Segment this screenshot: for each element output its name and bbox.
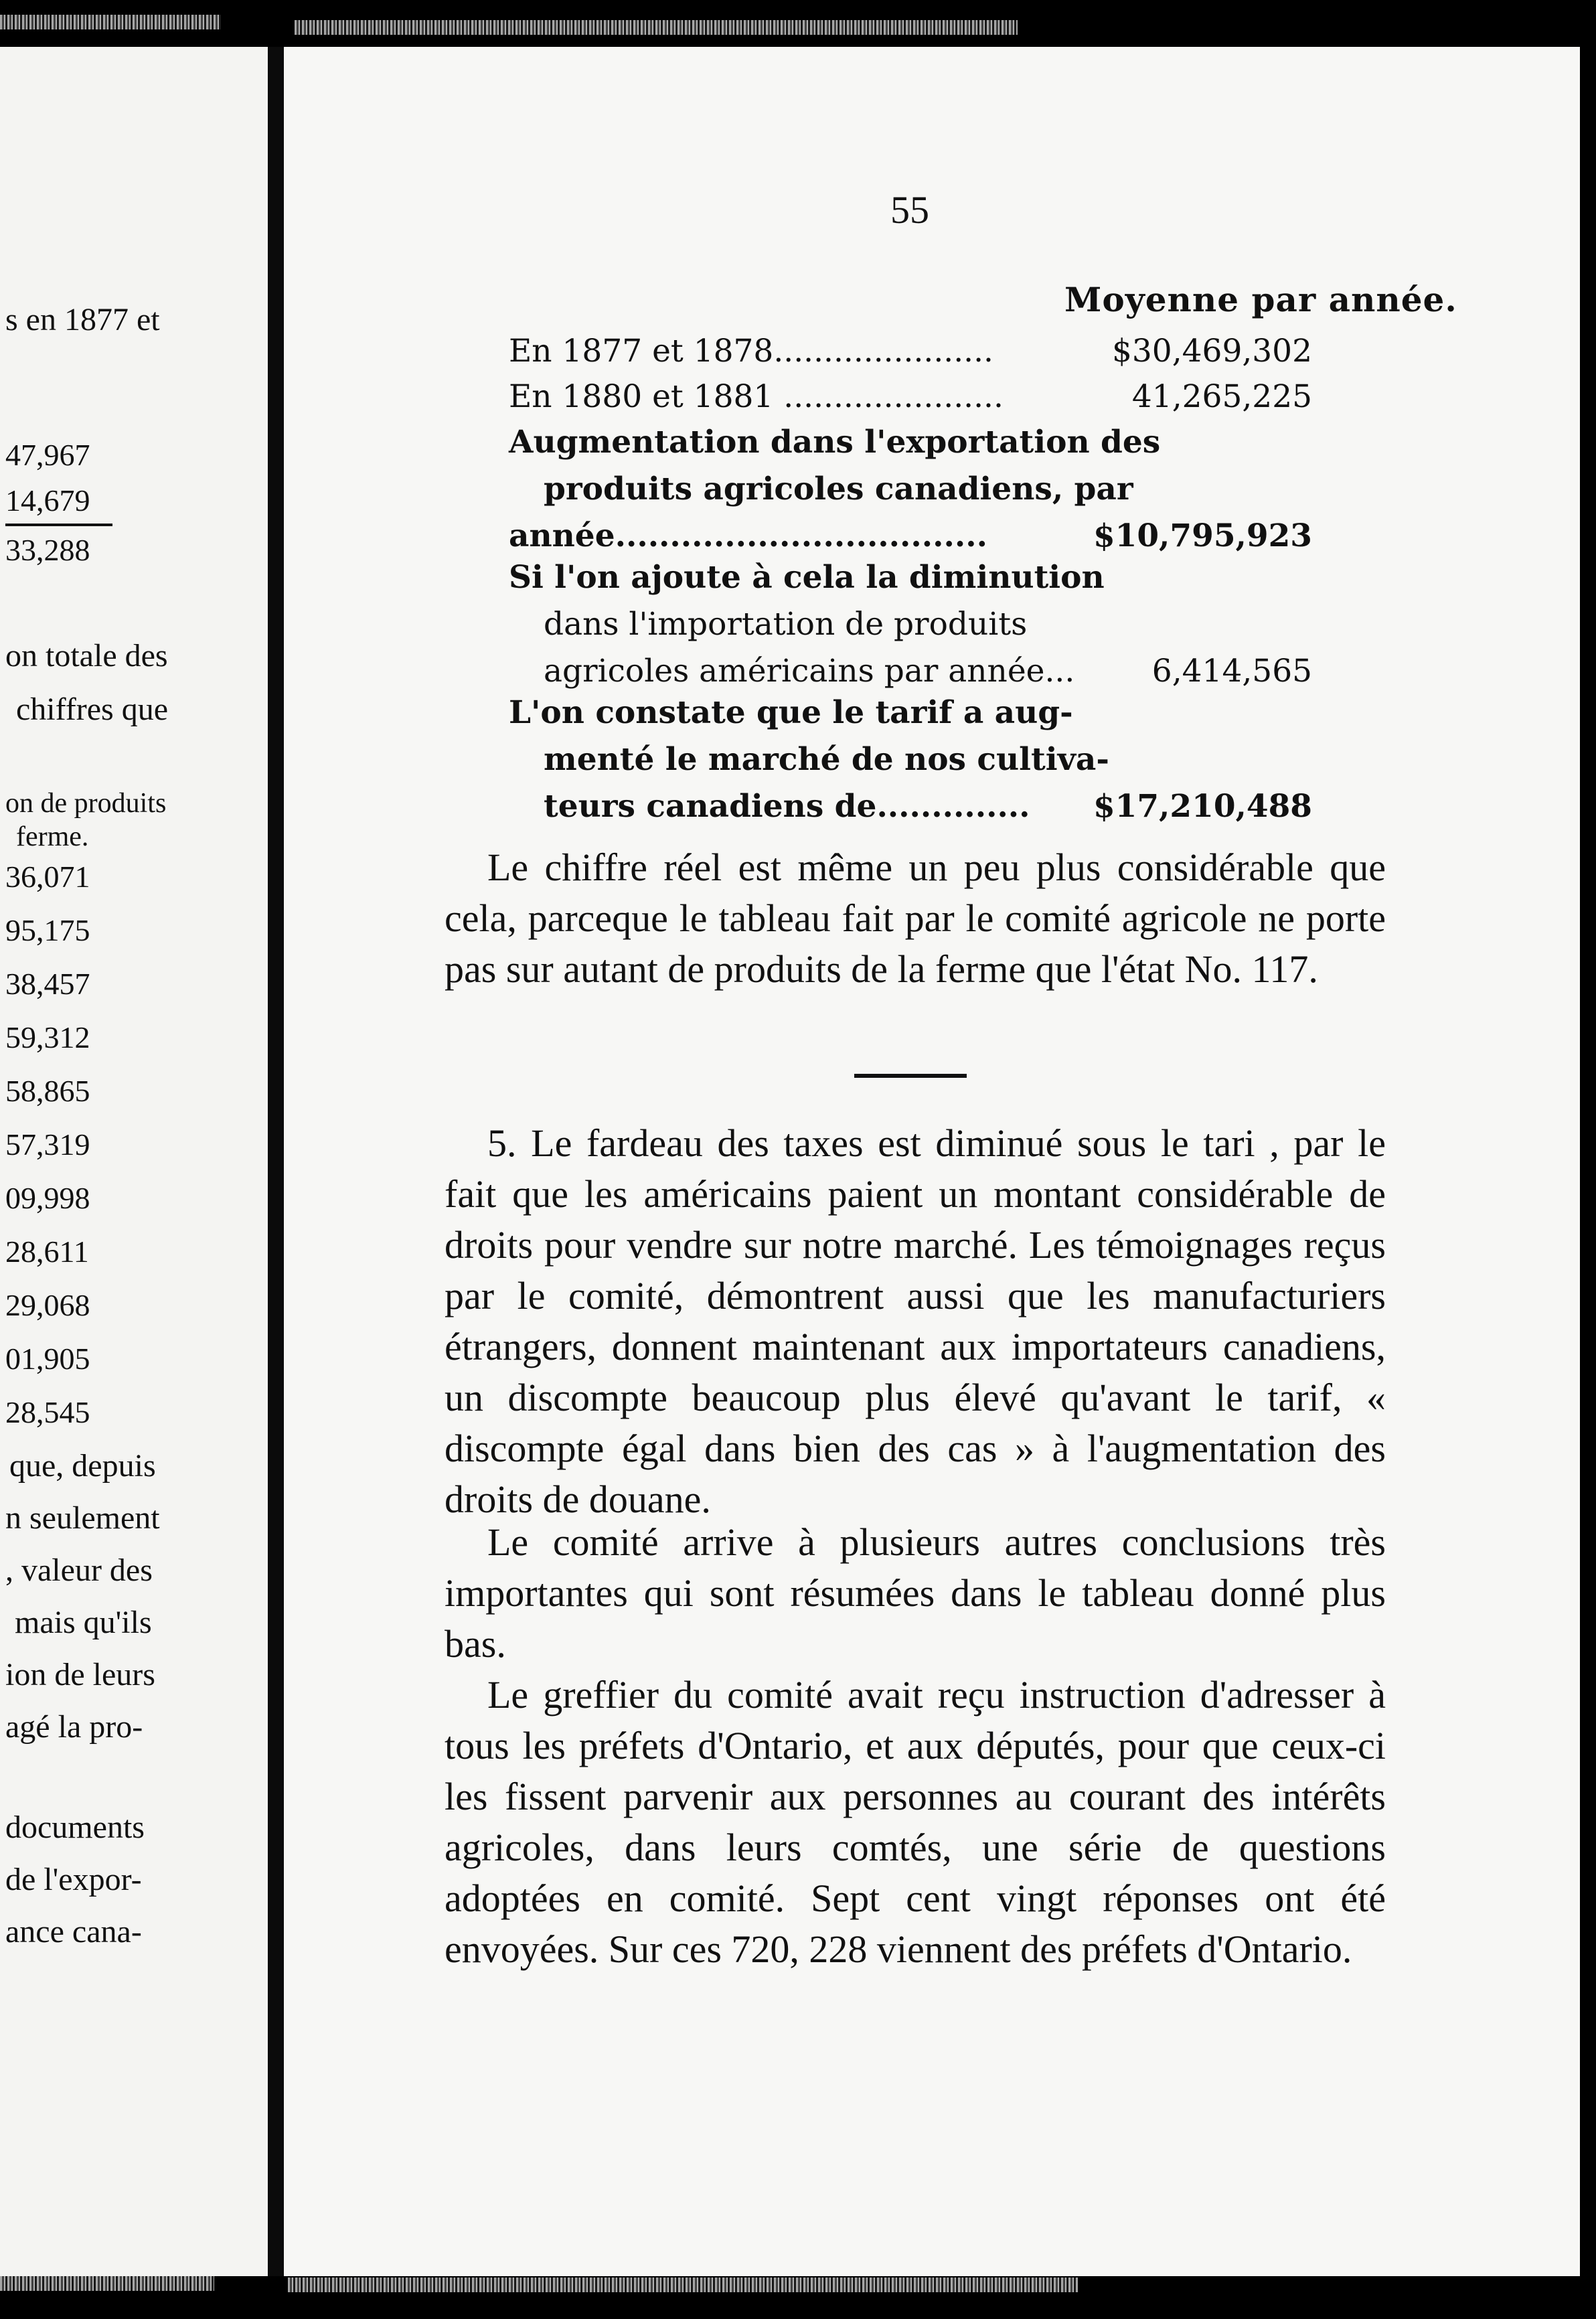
left-number: 14,679 <box>5 483 90 517</box>
scan-right-border <box>1580 0 1596 2319</box>
left-number: 47,967 <box>5 438 90 472</box>
previous-page-fragment <box>0 47 268 2276</box>
section-divider <box>854 1074 967 1078</box>
left-text-line: ance cana- <box>5 1914 142 1949</box>
left-number: 58,865 <box>5 1074 90 1108</box>
table-row <box>509 554 1312 695</box>
row-label-line: produits agricoles canadiens, par <box>544 471 1133 507</box>
left-number: 28,545 <box>5 1395 90 1429</box>
table-row <box>509 419 1312 560</box>
row-value: $10,795,923 <box>1093 517 1312 554</box>
left-number: 01,905 <box>5 1342 90 1376</box>
row-label: En 1877 et 1878...................... <box>509 333 994 370</box>
left-text-line: n seulement <box>5 1500 160 1536</box>
left-number: 38,457 <box>5 967 90 1001</box>
row-label: En 1880 et 1881 ...................... <box>509 378 1004 415</box>
row-label-line: L'on constate que le tarif a aug- <box>509 694 1073 731</box>
left-text-line: mais qu'ils <box>15 1605 152 1640</box>
left-text-line: chiffres que <box>16 692 169 727</box>
row-label-line: agricoles américains par année... <box>544 653 1075 690</box>
left-number: 95,175 <box>5 913 90 947</box>
paragraph: 5. Le fardeau des taxes est diminué sous le tari , par le fait que les américains paient un montant considérable de droits pour vendre sur notre marché. Les témoignages reçus par le comité, démontrent aussi que les manufacturiers étrangers, donnent maintenant aux importateurs canadiens, un discompte beaucoup plus élevé qu'avant le tarif, « discompte égal dans bien des cas » à l'augmentation des droits de douane. <box>445 1121 1386 1521</box>
row-value: 6,414,565 <box>1151 653 1312 690</box>
book-gutter <box>268 47 284 2276</box>
scan-top-border <box>0 0 1596 47</box>
left-number: 59,312 <box>5 1020 90 1054</box>
row-value: $17,210,488 <box>1093 788 1312 825</box>
row-label-line: année.................................. <box>509 517 987 554</box>
table-column-header: Moyenne par année. <box>1064 280 1457 319</box>
left-number: 57,319 <box>5 1127 90 1162</box>
row-value: $30,469,302 <box>1111 333 1312 370</box>
scan-bottom-border <box>0 2276 1596 2319</box>
left-text-line: documents <box>5 1810 145 1845</box>
paragraph: Le chiffre réel est même un peu plus considérable que cela, parceque le tableau fait par le comité agricole ne porte pas sur autant de produits de la ferme que l'état No. 117. <box>445 846 1386 991</box>
left-text-line: de l'expor- <box>5 1862 142 1897</box>
left-number: 28,611 <box>5 1234 89 1269</box>
table-row <box>509 328 1312 375</box>
left-text-line: agé la pro- <box>5 1709 143 1745</box>
left-text-line: on de produits <box>5 788 167 819</box>
left-text-line: s en 1877 et <box>5 302 160 337</box>
paragraph: Le comité arrive à plusieurs autres conclusions très importantes qui sont résumées dans le tableau donné plus bas. <box>445 1520 1386 1666</box>
left-text-line: , valeur des <box>5 1552 153 1588</box>
row-label-line: Augmentation dans l'exportation des <box>509 424 1161 461</box>
left-text-line: que, depuis <box>9 1448 156 1484</box>
row-label-line: dans l'importation de produits <box>544 606 1028 643</box>
left-text-line: ferme. <box>16 821 89 852</box>
paragraph: Le greffier du comité avait reçu instruction d'adresser à tous les préfets d'Ontario, et aux députés, pour que ceux-ci les fissent parvenir aux personnes au courant des intérêts agricoles, dans leurs comtés, une série de questions adoptées en comité. Sept cent vingt réponses ont été envoyées. Sur ces 720, 228 viennent des préfets d'Ontario. <box>445 1673 1386 1971</box>
left-number: 09,998 <box>5 1181 90 1215</box>
row-label-line: menté le marché de nos cultiva- <box>544 741 1109 778</box>
row-label-line: teurs canadiens de.............. <box>544 788 1030 825</box>
row-value: 41,265,225 <box>1131 378 1312 415</box>
table-row <box>509 690 1312 830</box>
left-text-line: on totale des <box>5 638 168 673</box>
row-label-line: Si l'on ajoute à cela la diminution <box>509 559 1105 596</box>
page-number: 55 <box>890 188 929 232</box>
table-row <box>509 374 1312 420</box>
left-number: 33,288 <box>5 533 90 567</box>
left-number: 36,071 <box>5 860 90 894</box>
left-text-line: ion de leurs <box>5 1657 155 1692</box>
left-number: 29,068 <box>5 1288 90 1322</box>
